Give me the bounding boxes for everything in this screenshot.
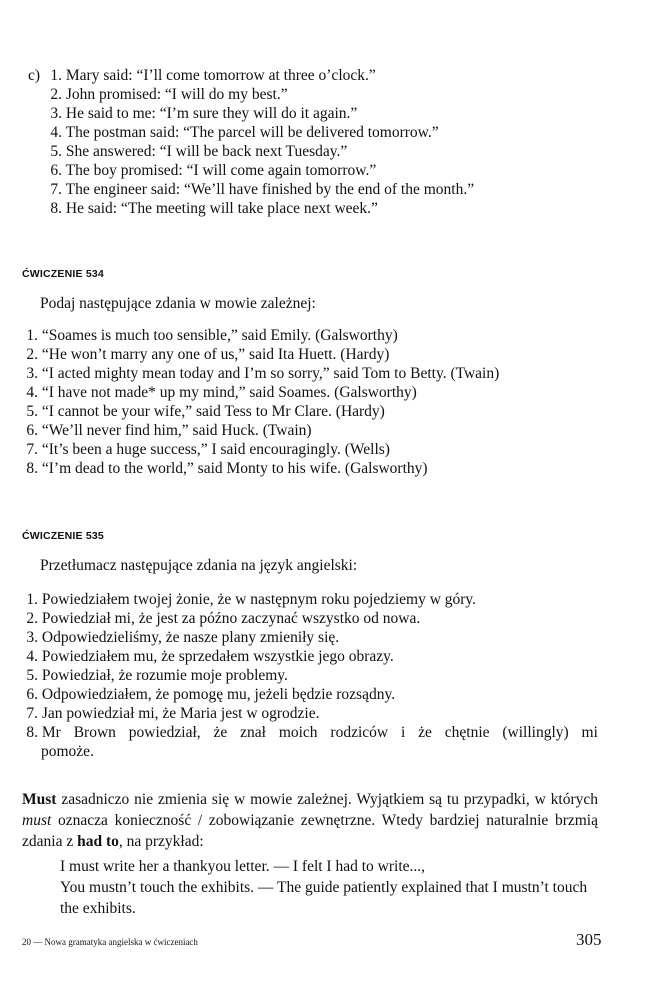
list-item: 5. “I cannot be your wife,” said Tess to Mr Clare. (Hardy) <box>26 403 385 420</box>
exercise-heading: ĆWICZENIE 534 <box>22 268 104 280</box>
list-item: 8. He said: “The meeting will take place next week.” <box>50 200 378 217</box>
justified-line: 8. Mr Brown powiedział, że znał moich rodziców i że chętnie (willingly) mi <box>26 724 598 741</box>
list-item: 6. Odpowiedziałem, że pomogę mu, jeżeli będzie rozsądny. <box>26 686 396 703</box>
list-item: 7. “It’s been a huge success,” I said encouragingly. (Wells) <box>26 441 390 458</box>
list-item: 8. “I’m dead to the world,” said Monty to his wife. (Galsworthy) <box>26 460 428 477</box>
list-item: 7. The engineer said: “We’ll have finished by the end of the month.” <box>50 181 475 198</box>
grammar-note: Must zasadniczo nie zmienia się w mowie zależnej. Wyjątkiem są tu przypadki, w których must oznacza konieczność / zobowiązanie zewnętrzne. Wtedy bardziej naturalnie brzmią zdania z had to, na przykład: <box>22 791 598 850</box>
list-item: 8. Mr Brown powiedział, że znał moich rodziców i że chętnie (willingly) mi pomoże. <box>22 723 598 761</box>
list-item: 3. Odpowiedzieliśmy, że nasze plany zmieniły się. <box>26 629 340 646</box>
page-number: 305 <box>576 930 602 949</box>
list-item: 1. “Soames is much too sensible,” said Emily. (Galsworthy) <box>26 327 398 344</box>
list-item: 2. “He won’t marry any one of us,” said Ita Huett. (Hardy) <box>26 346 390 363</box>
example-sentence: I must write her a thankyou letter. — I felt I had to write..., <box>60 858 426 875</box>
example-sentence: You mustn’t touch the exhibits. — The guide patiently explained that I mustn’t touch the exhibits. <box>60 879 588 917</box>
exercise-instruction: Podaj następujące zdania w mowie zależnej: <box>40 295 316 312</box>
list-item: 5. Powiedział, że rozumie moje problemy. <box>26 667 288 684</box>
list-item: 6. “We’ll never find him,” said Huck. (Twain) <box>26 422 312 439</box>
list-item: 2. John promised: “I will do my best.” <box>50 86 288 103</box>
list-item: 1. Powiedziałem twojej żonie, że w następnym roku pojedziemy w góry. <box>26 591 477 608</box>
list-item: 7. Jan powiedział mi, że Maria jest w ogrodzie. <box>26 705 320 722</box>
list-item: 4. “I have not made* up my mind,” said Soames. (Galsworthy) <box>26 384 417 401</box>
list-item: 5. She answered: “I will be back next Tuesday.” <box>50 143 348 160</box>
list-item: 1. Mary said: “I’ll come tomorrow at three o’clock.” <box>50 67 376 84</box>
exercise-heading: ĆWICZENIE 535 <box>22 530 104 542</box>
list-item: 4. Powiedziałem mu, że sprzedałem wszystkie jego obrazy. <box>26 648 394 665</box>
footer-series-title: 20 — Nowa gramatyka angielska w ćwiczeniach <box>22 937 198 947</box>
list-item: 3. “I acted mighty mean today and I’m so sorry,” said Tom to Betty. (Twain) <box>26 365 500 382</box>
list-item: 6. The boy promised: “I will come again tomorrow.” <box>50 162 377 179</box>
list-item: 4. The postman said: “The parcel will be delivered tomorrow.” <box>50 124 439 141</box>
exercise-instruction: Przetłumacz następujące zdania na język angielski: <box>40 557 358 574</box>
section-label: c) <box>28 67 41 84</box>
list-item: 2. Powiedział mi, że jest za późno zaczynać wszystko od nowa. <box>26 610 421 627</box>
list-item: 3. He said to me: “I’m sure they will do it again.” <box>50 105 358 122</box>
